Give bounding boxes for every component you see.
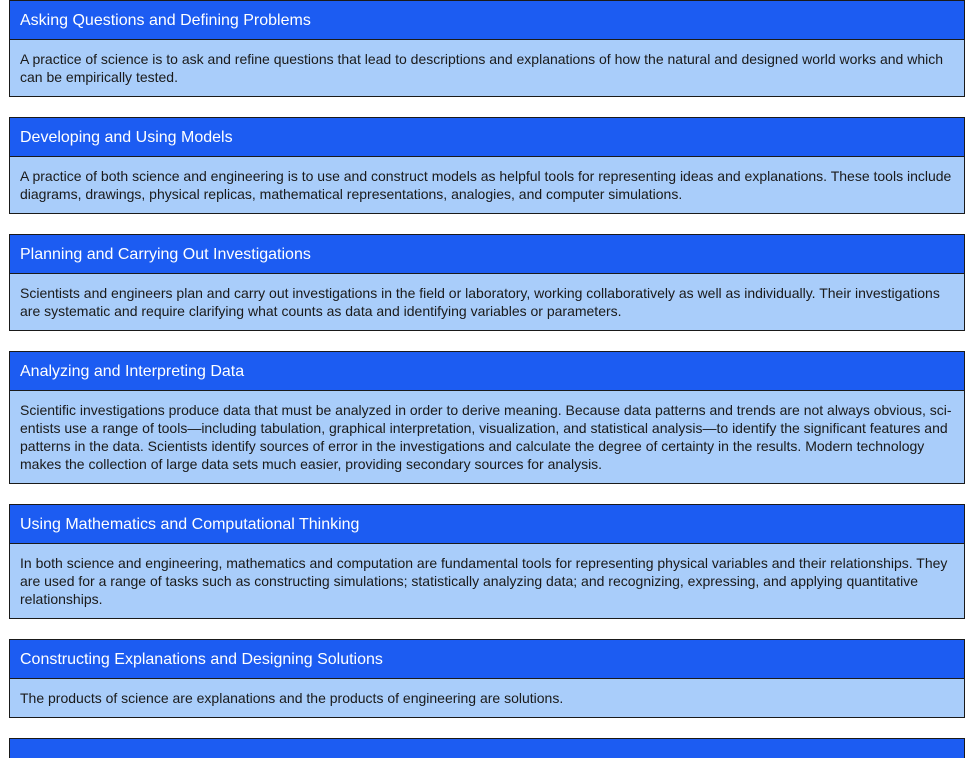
- practices-list: [9, 0, 965, 758]
- practice-card-planning-investigations: [9, 234, 965, 331]
- practice-title: Analyzing and Interpreting Data: [10, 352, 964, 391]
- practice-card-asking-questions: [9, 0, 965, 97]
- practice-description: A practice of science is to ask and refine questions that lead to descriptions and explanations of how the natural and designed world works and which can be empirically tested.: [10, 40, 964, 96]
- practice-card-mathematics-computational: [9, 504, 965, 619]
- practice-title: Developing and Using Models: [10, 118, 964, 157]
- practice-title: Using Mathematics and Computational Thinking: [10, 505, 964, 544]
- practice-description: In both science and engineering, mathematics and computation are fundamental tools for representing physical variables and their relationships. They are used for a range of tasks such as constructing simulations; statistically analyzing data; and recognizing, expressing, and applying quantitative relationships.: [10, 544, 964, 618]
- practice-card-explanations-solutions: [9, 639, 965, 718]
- practice-title: Asking Questions and Defining Problems: [10, 1, 964, 40]
- practice-description: A practice of both science and engineering is to use and construct models as helpful tools for representing ideas and explanations. These tools include diagrams, drawings, physical replicas, mathematical representations, analogies, and computer simulations.: [10, 157, 964, 213]
- practice-card-next-partial: [9, 738, 965, 758]
- practice-card-developing-models: [9, 117, 965, 214]
- practice-description: Scientific investigations produce data that must be analyzed in order to derive meaning. Because data patterns and trends are not always obvious, sci-entists use a range of tools—including tabulation, graphical interpretation, visualization, and statistical analysis—to identify the significant features and patterns in the data. Scientists identify sources of error in the investigations and calculate the degree of certainty in the results. Modern technology makes the collection of large data sets much easier, providing secondary sources for analysis.: [10, 391, 964, 483]
- practice-title: Constructing Explanations and Designing Solutions: [10, 640, 964, 679]
- practice-card-analyzing-data: [9, 351, 965, 484]
- practice-title: Planning and Carrying Out Investigations: [10, 235, 964, 274]
- practice-description: The products of science are explanations and the products of engineering are solutions.: [10, 679, 964, 717]
- practice-description: Scientists and engineers plan and carry out investigations in the field or laboratory, working collaboratively as well as individually. Their investigations are systematic and require clarifying what counts as data and identifying variables or parameters.: [10, 274, 964, 330]
